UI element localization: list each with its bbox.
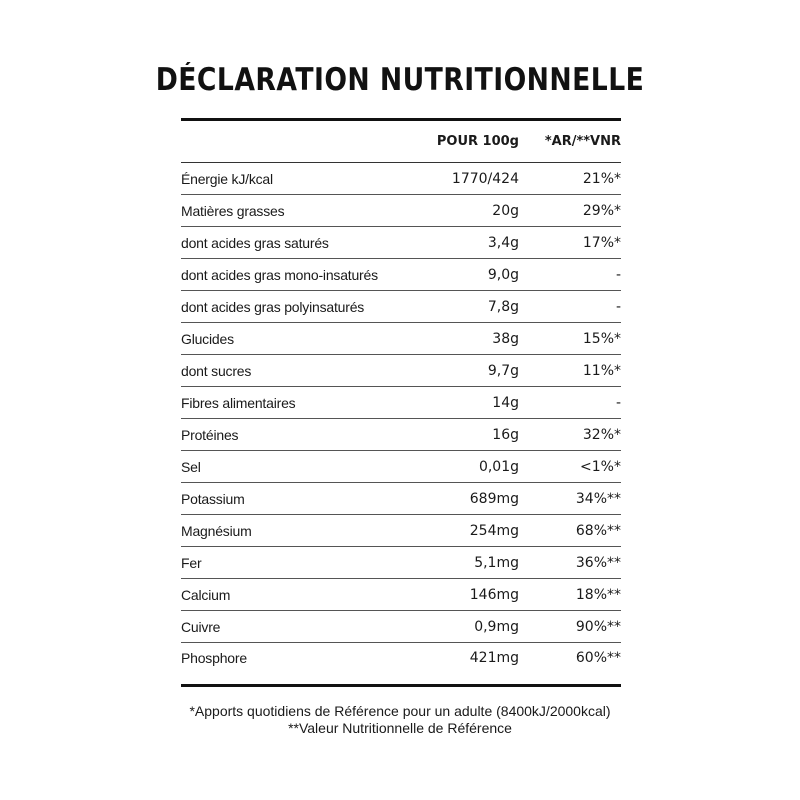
nutrient-name: dont sucres [181,355,421,387]
nutrient-reference: 90%** [519,611,621,643]
nutrient-reference: 36%** [519,547,621,579]
nutrient-reference: 21%* [519,163,621,195]
table-row [181,259,621,291]
bottom-rule [181,684,621,687]
nutrient-reference: 60%** [575,650,621,666]
table-row [181,419,621,451]
nutrient-name: Énergie kJ/kcal [181,163,421,195]
nutrient-name: Magnésium [181,515,421,547]
table-row [181,643,621,674]
nutrient-name: Phosphore [181,650,247,666]
nutrient-reference: 11%* [519,355,621,387]
nutrient-name: Fibres alimentaires [181,387,421,419]
header-nutrient [181,121,421,163]
table-row [181,227,621,259]
nutrient-value: 689mg [421,483,519,515]
table-body [181,163,621,674]
nutrient-reference: 68%** [519,515,621,547]
nutrient-value: 0,9mg [421,611,519,643]
nutrient-name: Matières grasses [181,195,421,227]
table-header-row [181,121,621,163]
nutrient-reference: 18%** [519,579,621,611]
table-row [181,547,621,579]
nutrient-reference: - [519,291,621,323]
nutrient-name: dont acides gras mono-insaturés [181,259,421,291]
table-row [181,611,621,643]
table-row [181,483,621,515]
nutrient-value: 1770/424 [421,163,519,195]
nutrient-value: 254mg [421,515,519,547]
nutrient-value: 7,8g [421,291,519,323]
nutrient-reference: 17%* [519,227,621,259]
nutrient-name: Cuivre [181,611,421,643]
table-row [181,163,621,195]
nutrient-value: 0,01g [421,451,519,483]
footnote-vnr: **Valeur Nutritionnelle de Référence [288,720,512,736]
nutrient-value: 16g [421,419,519,451]
nutrient-value: 9,0g [421,259,519,291]
nutrient-value: 20g [421,195,519,227]
nutrient-name: Fer [181,547,421,579]
nutrient-reference: - [519,387,621,419]
nutrient-value: 146mg [421,579,519,611]
nutrient-value: 38g [421,323,519,355]
nutrient-value: 9,7g [421,355,519,387]
table-row [181,323,621,355]
footnote-ar: *Apports quotidiens de Référence pour un adulte (8400kJ/2000kcal) [189,703,611,719]
nutrient-name: Protéines [181,419,421,451]
nutrient-reference: 34%** [519,483,621,515]
nutrient-reference: 29%* [519,195,621,227]
header-reference: *AR/**VNR [519,121,621,163]
table-row [181,291,621,323]
table-row [181,387,621,419]
nutrient-name: dont acides gras saturés [181,227,421,259]
nutrient-name: Sel [181,451,421,483]
nutrient-name: Glucides [181,323,421,355]
table-row [181,515,621,547]
nutrient-reference: 32%* [519,419,621,451]
nutrient-name: Calcium [181,579,421,611]
table-row [181,195,621,227]
table-row [181,451,621,483]
nutrient-value: 5,1mg [421,547,519,579]
table-row [181,579,621,611]
nutrition-table [181,121,621,673]
nutrient-reference: - [519,259,621,291]
nutrient-name: Potassium [181,483,421,515]
footnotes [0,703,800,737]
nutrient-reference: 15%* [519,323,621,355]
nutrient-value: 421mg [469,650,519,666]
nutrient-value: 3,4g [421,227,519,259]
header-per-100g: POUR 100g [421,121,519,163]
page-title: DÉCLARATION NUTRITIONNELLE [155,62,645,98]
nutrient-name: dont acides gras polyinsaturés [181,291,421,323]
nutrient-reference: <1%* [519,451,621,483]
nutrient-value: 14g [421,387,519,419]
table-row [181,355,621,387]
